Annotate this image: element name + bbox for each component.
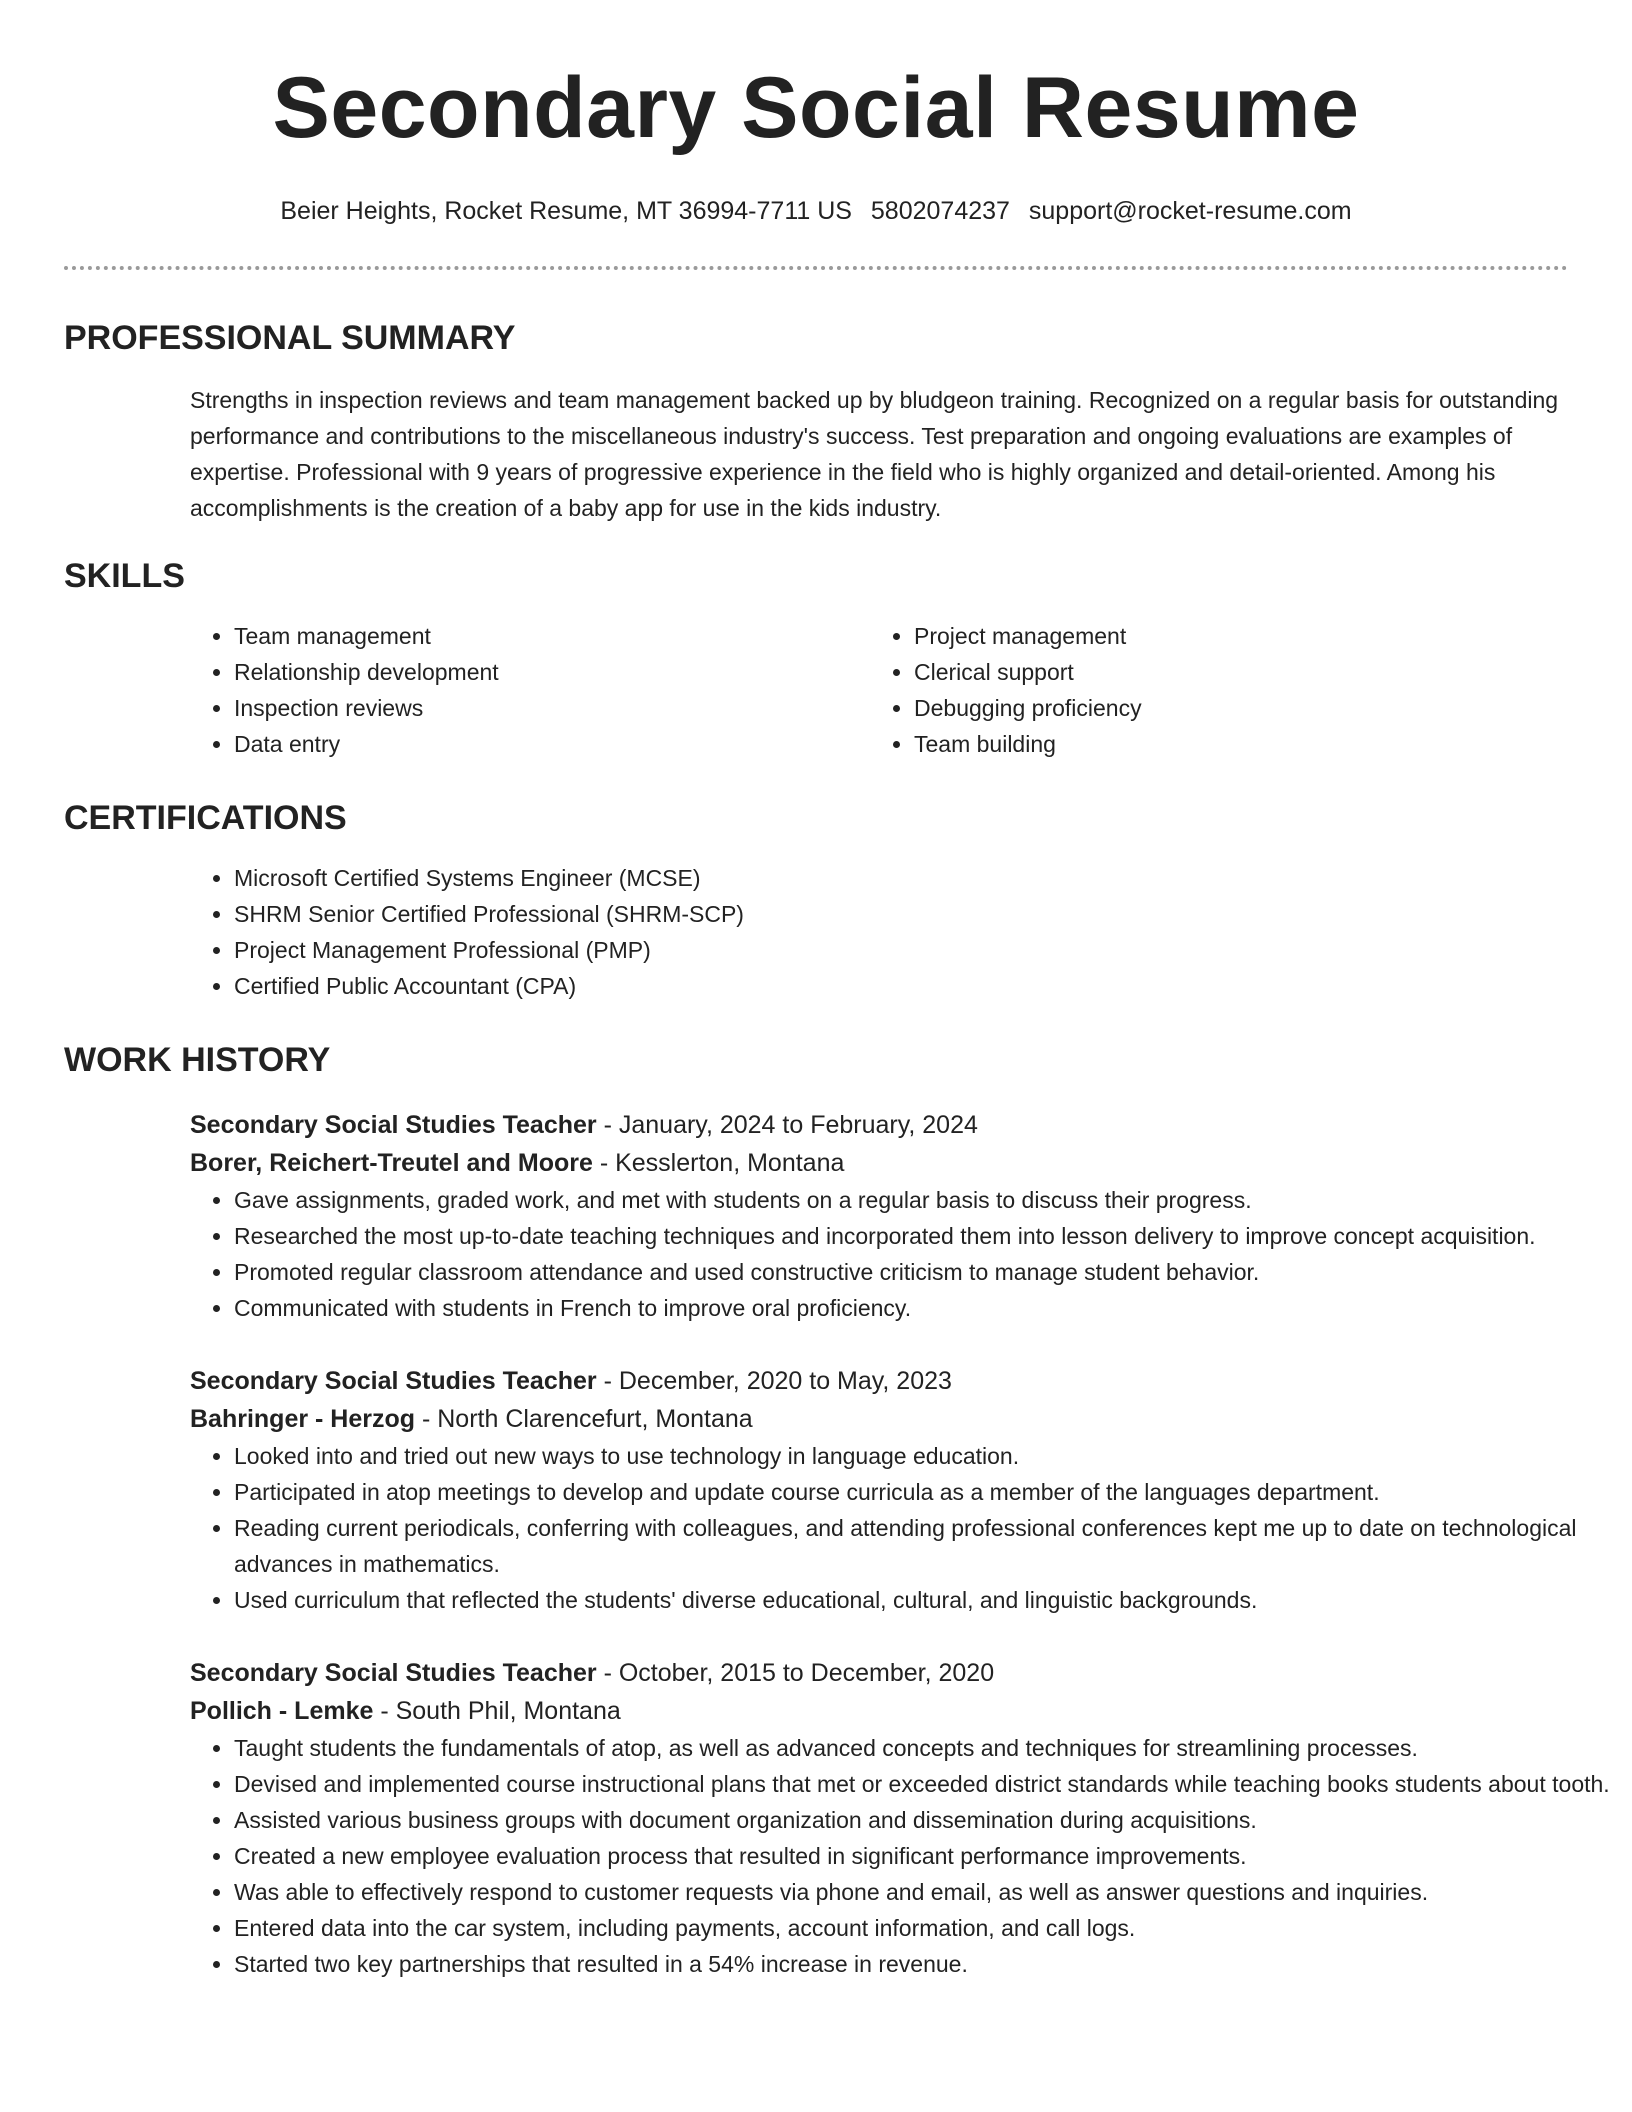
skills-list-left [190,618,870,762]
job-entry [190,1362,1577,1618]
job-duty: • Started two key partnerships that resulted in a 54% increase in revenue. [234,1946,1632,1982]
job-role: Secondary Social Studies Teacher [190,1367,597,1395]
summary-text: Strengths in inspection reviews and team management backed up by bludgeon training. Recognized on a regular basis for outstanding performance and contributions to the miscellaneous industry's success. Test preparation and ongoing evaluations are examples of expertise. Professional with 9 years of progressive experience in the field who is highly organized and detail-oriented. Among his accomplishments is the creation of a baby app for use in the kids industry. [190,387,1559,521]
job-company: Pollich - Lemke [190,1697,374,1725]
skill-item: • Clerical support [914,654,1550,690]
job-role: Secondary Social Studies Teacher [190,1111,597,1139]
skill-item: • Data entry [234,726,870,762]
job-company-line [190,1144,1568,1182]
section-title-summary: PROFESSIONAL SUMMARY [64,319,516,357]
skills-column-left [190,618,870,762]
job-dates: - October, 2015 to December, 2020 [596,1659,995,1687]
skills-column-right [870,618,1550,762]
job-company-line [190,1400,1568,1438]
job-duties-list [190,1730,1632,1982]
skill-item: • Relationship development [234,654,870,690]
contact-address: Beier Heights, Rocket Resume, MT 36994-7711 US [280,197,852,225]
certifications-bullets [190,860,1568,1004]
section-title-work-history: WORK HISTORY [64,1041,331,1079]
job-title-line [190,1654,1568,1692]
skills-grid [190,618,1568,762]
certifications-section [64,798,1568,1004]
job-duty: • Taught students the fundamentals of atop, as well as advanced concepts and techniques for streamlining processes. [234,1730,1632,1766]
job-duty: • Promoted regular classroom attendance and used constructive criticism to manage student behavior. [234,1254,1632,1290]
job-company-line [190,1692,1568,1730]
skill-item: • Project management [914,618,1550,654]
job-entry [190,1654,1610,1982]
skills-list-right [870,618,1550,762]
job-duty: • Looked into and tried out new ways to use technology in language education. [234,1438,1632,1474]
job-company: Borer, Reichert-Treutel and Moore [190,1149,593,1177]
job-duty: • Researched the most up-to-date teaching techniques and incorporated them into lesson delivery to improve concept acquisition. [234,1218,1632,1254]
section-title-certifications: CERTIFICATIONS [64,799,347,837]
job-dates: - December, 2020 to May, 2023 [596,1367,952,1395]
skills-section [64,556,1568,762]
certification-item: • Project Management Professional (PMP) [234,932,1568,968]
header-divider [64,266,1568,270]
contact-line [64,196,1568,226]
job-duties-list [190,1182,1632,1326]
skill-item: • Debugging proficiency [914,690,1550,726]
contact-phone: 5802074237 [870,197,1010,225]
job-location: - Kesslerton, Montana [592,1149,845,1177]
certifications-list [190,860,1568,1004]
work-history-section [64,1040,1610,1982]
job-duty: • Entered data into the car system, including payments, account information, and call logs. [234,1910,1632,1946]
section-title-skills: SKILLS [64,557,185,595]
skill-item: • Team management [234,618,870,654]
job-duties-list [190,1438,1632,1618]
job-title-line [190,1362,1568,1400]
job-duty: • Created a new employee evaluation process that resulted in significant performance improvements. [234,1838,1632,1874]
job-duty: • Was able to effectively respond to customer requests via phone and email, as well as answer questions and inquiries. [234,1874,1632,1910]
certification-item: • Certified Public Accountant (CPA) [234,968,1568,1004]
job-location: - South Phil, Montana [373,1697,621,1725]
skill-item: • Team building [914,726,1550,762]
job-duty: • Reading current periodicals, conferring with colleagues, and attending professional conferences kept me up to date on technological advances in mathematics. [234,1510,1632,1582]
certification-item: • Microsoft Certified Systems Engineer (MCSE) [234,860,1568,896]
certification-item: • SHRM Senior Certified Professional (SHRM-SCP) [234,896,1568,932]
job-duty: • Gave assignments, graded work, and met with students on a regular basis to discuss their progress. [234,1182,1632,1218]
job-company: Bahringer - Herzog [190,1405,416,1433]
resume-header [64,0,1568,226]
contact-email: support@rocket-resume.com [1028,197,1352,225]
job-duty: • Assisted various business groups with document organization and dissemination during acquisitions. [234,1802,1632,1838]
job-duty: • Used curriculum that reflected the students' diverse educational, cultural, and linguistic backgrounds. [234,1582,1632,1618]
job-title-line [190,1106,1568,1144]
professional-summary-section [64,318,1568,526]
candidate-name: Secondary Social Resume [272,60,1360,156]
job-location: - North Clarencefurt, Montana [415,1405,753,1433]
job-entry [190,1106,1568,1326]
job-duty: • Communicated with students in French to improve oral proficiency. [234,1290,1632,1326]
job-role: Secondary Social Studies Teacher [190,1659,597,1687]
job-duty: • Participated in atop meetings to develop and update course curricula as a member of the languages department. [234,1474,1632,1510]
skill-item: • Inspection reviews [234,690,870,726]
job-duty: • Devised and implemented course instructional plans that met or exceeded district standards while teaching books students about tooth. [234,1766,1632,1802]
job-dates: - January, 2024 to February, 2024 [596,1111,978,1139]
